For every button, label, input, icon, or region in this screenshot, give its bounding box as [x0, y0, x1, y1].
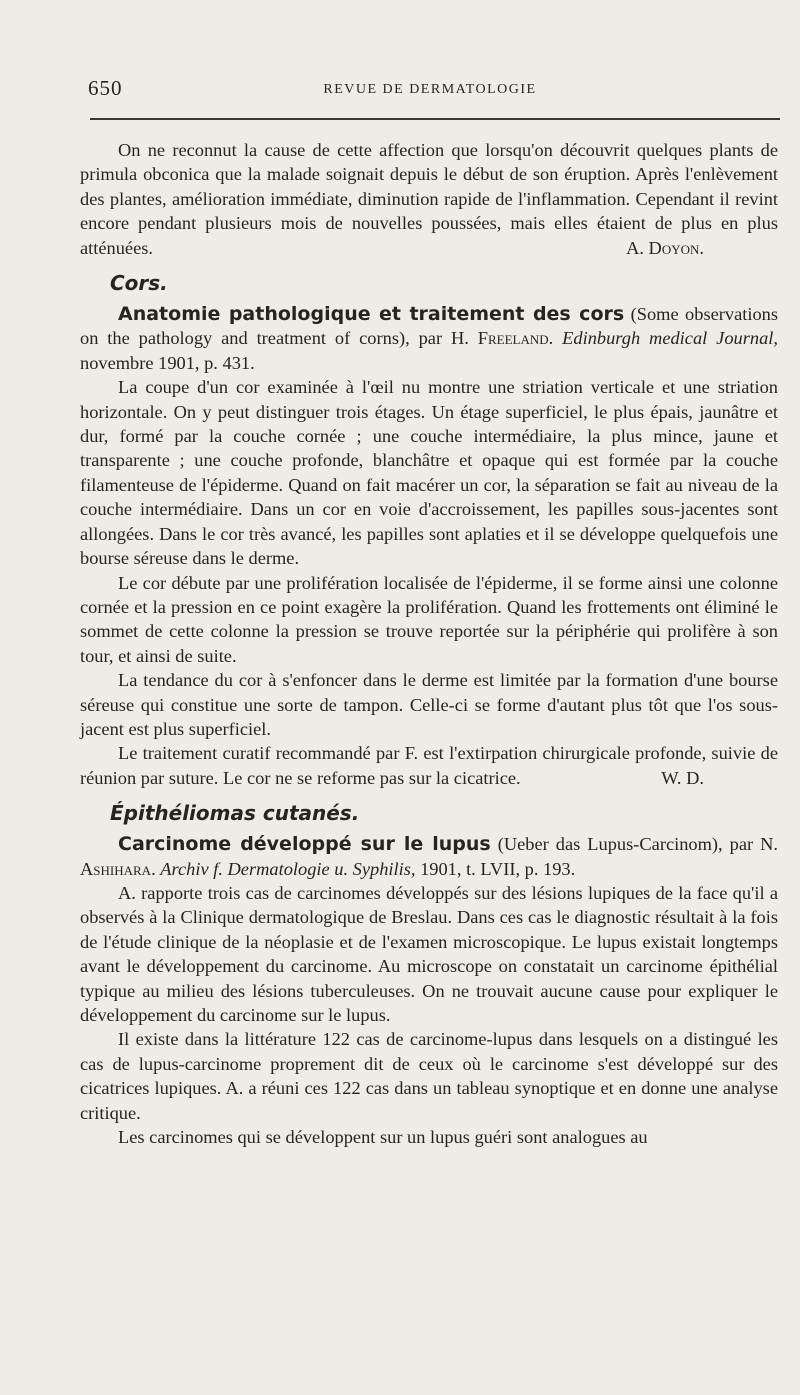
page-header: [88, 76, 772, 106]
article-journal: Archiv f. Dermatologie u. Syphilis,: [160, 858, 416, 879]
page-number: 650: [88, 76, 123, 100]
signature: W. D.: [661, 767, 704, 788]
section-heading: Épithéliomas cutanés.: [110, 801, 360, 826]
body-paragraph: Il existe dans la littérature 122 cas de carcinome-lupus dans lesquels on a distingué les cas de lupus-carcinome proprement dit de ceux où le carcinome s'est développé sur des cicatrices lupiques. A. a réuni ces 122 cas dans un tableau synoptique et en donne une analyse critique.: [80, 1029, 778, 1123]
article-author: Freeland: [477, 328, 549, 349]
continuation-text: On ne reconnut la cause de cette affection que lorsqu'on découvrit quelques plants de primula obconica que la malade soignait depuis le début de son éruption. Après l'enlèvement des plantes, amélioration immédiate, diminution rapide de l'inflammation. Cependant il revint encore pendant plusieurs mois de nouvelles poussées, mais elles étaient de plus en plus atténuées.: [80, 140, 778, 258]
article-author: Ashihara: [80, 858, 152, 879]
page-body: [80, 138, 778, 1149]
body-paragraph: A. rapporte trois cas de carcinomes développés sur des lésions lupiques de la face qu'il a observés à la Clinique dermatologique de Breslau. Dans ces cas le diagnostic résultait à la fois de l'étude clinique de la néoplasie et de l'examen microscopique. Le lupus existait longtemps avant le développement du carcinome. Au microscope on constatait un carcinome épithélial typique au milieu des lésions tuberculeuses. On ne trouvait aucune cause pour expliquer le développement du carcinome sur le lupus.: [80, 882, 778, 1025]
article-title: Carcinome développé sur le lupus: [118, 833, 491, 856]
header-rule: [90, 118, 780, 120]
section-heading: Cors.: [110, 271, 168, 296]
body-paragraph: Les carcinomes qui se développent sur un lupus guéri sont analogues au: [118, 1127, 648, 1148]
article-journal: Edinburgh medical Journal,: [562, 328, 778, 349]
running-title: REVUE DE DERMATOLOGIE: [323, 82, 537, 97]
closing-paragraph: Le traitement curatif recommandé par F. est l'extirpation chirurgicale profonde, suivie de réunion par suture. Le cor ne se reforme pas sur la cicatrice. W. D.: [80, 741, 778, 790]
article-citation: Anatomie pathologique et traitement des cors (Some observations on the pathology and treatment of corns), par H. Freeland. Edinburgh medical Journal, novembre 1901, p. 431.: [80, 303, 779, 373]
body-paragraph: Le cor débute par une prolifération localisée de l'épiderme, il se forme ainsi une colonne cornée et la pression en ce point exagère la prolifération. Quand les frottements ont éliminé le sommet de cette colonne la pression se trouve reportée sur la périphérie qui prolifère à son tour, et ainsi de suite.: [80, 572, 778, 666]
article-title: Anatomie pathologique et traitement des cors: [118, 303, 625, 326]
continuation-paragraph: [80, 138, 778, 260]
body-paragraph: La tendance du cor à s'enfoncer dans le derme est limitée par la formation d'une bourse séreuse qui constitue une sorte de tampon. Celle-ci se forme d'autant plus tôt que l'os sous-jacent est plus superficiel.: [80, 670, 778, 739]
body-paragraph: La coupe d'un cor examinée à l'œil nu montre une striation verticale et une striation horizontale. On y peut distinguer trois étages. Un étage superficiel, le plus épais, jaunâtre et dur, formé par la couche cornée ; une couche intermédiaire, la plus mince, jaune et transparente ; une couche profonde, blanchâtre et opaque qui est formée par la couche filamenteuse de l'épiderme. Quand on fait macérer un cor, la séparation se fait au niveau de la couche intermédiaire. Dans un cor en voie d'accroissement, les papilles sous-jacentes sont allongées. Dans le cor très avancé, les papilles sont aplaties et il se développe quelquefois une bourse séreuse dans le derme.: [80, 377, 778, 569]
article-citation: Carcinome développé sur le lupus (Ueber das Lupus-Carcinom), par N. Ashihara. Archiv f. Dermatologie u. Syphilis, 1901, t. LVII, p. 193.: [80, 833, 778, 879]
signature: A. Doyon.: [626, 237, 704, 258]
